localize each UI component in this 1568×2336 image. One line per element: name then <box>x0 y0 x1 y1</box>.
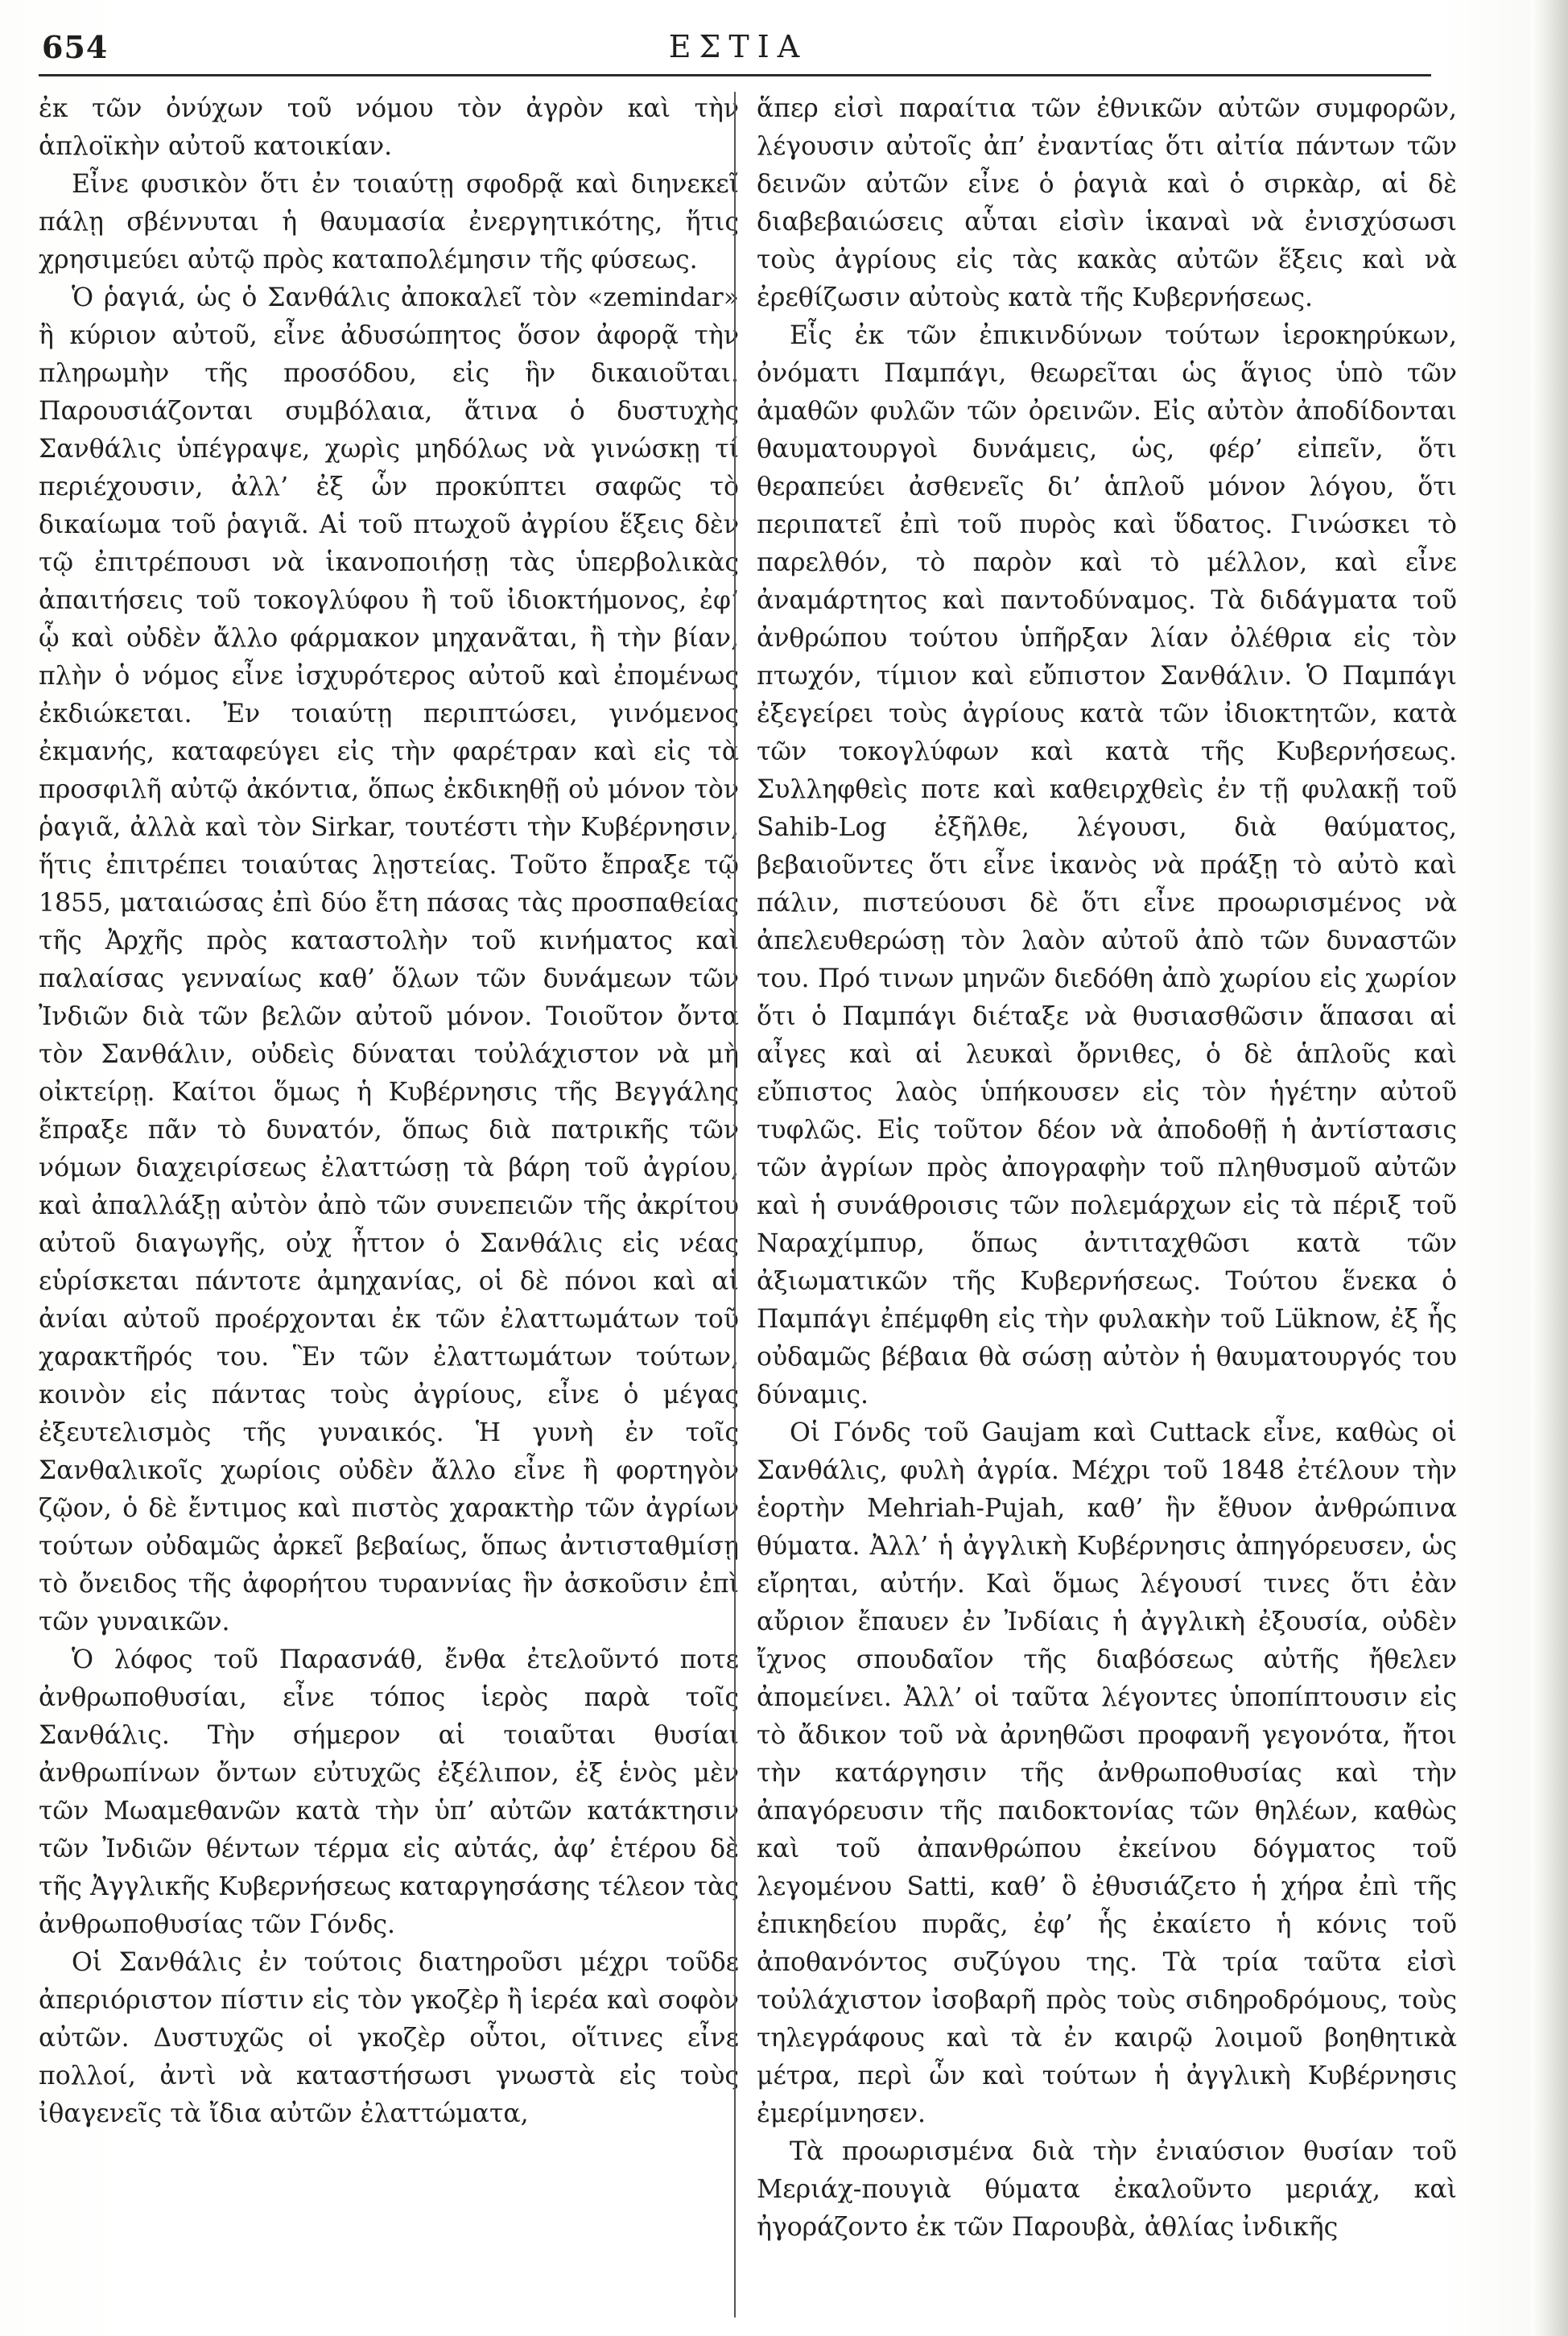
paragraph: Οἱ Γόνδς τοῦ Gaujam καὶ Cuttack εἶνε, καθὼς οἱ Σανθάλις, φυλὴ ἀγρία. Μέχρι τοῦ 1848 ἐτέλουν τὴν ἑορτὴν Mehriah-Pujah, καθ’ ἣν ἔθυον ἀνθρώπινα θύματα. Ἀλλ’ ἡ ἀγγλικὴ Κυβέρνησις ἀπηγόρευσεν, ὡς εἴρηται, αὐτήν. Καὶ ὅμως λέγουσί τινες ὅτι ἐὰν αὔριον ἔπαυεν ἐν Ἰνδίαις ἡ ἀγγλικὴ ἐξουσία, οὐδὲν ἴχνος σπουδαῖον τῆς διαβόσεως αὐτῆς ἤθελεν ἀπομείνει. Ἀλλ’ οἱ ταῦτα λέγοντες ὑποπίπτουσιν εἰς τὸ ἄδικον τοῦ νὰ ἀρνηθῶσι προφανῆ γεγονότα, ἤτοι τὴν κατάργησιν τῆς ἀνθρωποθυσίας καὶ τὴν ἀπαγόρευσιν τῆς παιδοκτονίας τῶν θηλέων, καθὼς καὶ τοῦ ἀπανθρώπου ἐκείνου δόγματος τοῦ λεγομένου Satti, καθ’ ὃ ἐθυσιάζετο ἡ χήρα ἐπὶ τῆς ἐπικηδείου πυρᾶς, ἐφ’ ἧς ἐκαίετο ἡ κόνις τοῦ ἀποθανόντος συζύγου της. Τὰ τρία ταῦτα εἰσὶ τοὐλάχιστον ἰσοβαρῆ πρὸς τοὺς σιδηροδρόμους, τοὺς τηλεγράφους καὶ τὰ ἐν καιρῷ λοιμοῦ βοηθητικὰ μέτρα, περὶ ὧν καὶ τούτων ἡ ἀγγλικὴ Κυβέρνησις ἐμερίμνησεν. <box>757 1418 1457 2128</box>
paragraph: Τὰ προωρισμένα διὰ τὴν ἐνιαύσιον θυσίαν τοῦ Μεριάχ-πουγιὰ θύματα ἐκαλοῦντο μεριάχ, καὶ ἠγοράζοντο ἐκ τῶν Παρουβὰ, ἀθλίας ἰνδικῆς <box>757 2137 1457 2242</box>
header-rule <box>39 74 1431 76</box>
paragraph: Εἷς ἐκ τῶν ἐπικινδύνων τούτων ἱεροκηρύκων, ὀνόματι Παμπάγι, θεωρεῖται ὡς ἅγιος ὑπὸ τῶν ἀμαθῶν φυλῶν τῶν ὀρεινῶν. Εἰς αὐτὸν ἀποδίδονται θαυματουργοὶ δυνάμεις, ὡς, φέρ’ εἰπεῖν, ὅτι θεραπεύει ἀσθενεῖς δι’ ἁπλοῦ μόνον λόγου, ὅτι περιπατεῖ ἐπὶ τοῦ πυρὸς καὶ ὕδατος. Γινώσκει τὸ παρελθόν, τὸ παρὸν καὶ τὸ μέλλον, καὶ εἶνε ἀναμάρτητος καὶ παντοδύναμος. Τὰ διδάγματα τοῦ ἀνθρώπου τούτου ὑπῆρξαν λίαν ὀλέθρια εἰς τὸν πτωχόν, τίμιον καὶ εὔπιστον Σανθάλιν. Ὁ Παμπάγι ἐξεγείρει τοὺς ἀγρίους κατὰ τῶν ἰδιοκτητῶν, κατὰ τῶν τοκογλύφων καὶ κατὰ τῆς Κυβερνήσεως. Συλληφθεὶς ποτε καὶ καθειρχθεὶς ἐν τῇ φυλακῇ τοῦ Sahib-Log ἐξῆλθε, λέγουσι, διὰ θαύματος, βεβαιοῦντες ὅτι εἶνε ἱκανὸς νὰ πράξῃ τὸ αὐτὸ καὶ πάλιν, πιστεύουσι δὲ ὅτι εἶνε προωρισμένος νὰ ἀπελευθερώσῃ τὸν λαὸν αὐτοῦ ἀπὸ τῶν δυναστῶν του. Πρό τινων μηνῶν διεδόθη ἀπὸ χωρίου εἰς χωρίον ὅτι ὁ Παμπάγι διέταξε νὰ θυσιασθῶσιν ἅπασαι αἱ αἶγες καὶ αἱ λευκαὶ ὄρνιθες, ὁ δὲ ἁπλοῦς καὶ εὔπιστος λαὸς ὑπήκουσεν εἰς τὸν ἡγέτην αὐτοῦ τυφλῶς. Εἰς τοῦτον δέον νὰ ἀποδοθῇ ἡ ἀντίστασις τῶν ἀγρίων πρὸς ἀπογραφὴν τοῦ πληθυσμοῦ αὐτῶν καὶ ἡ συνάθροισις τῶν πολεμάρχων εἰς τὰ πέριξ τοῦ Ναραχίμπυρ, ὅπως ἀντιταχθῶσι κατὰ τῶν ἀξιωματικῶν τῆς Κυβερνήσεως. Τούτου ἕνεκα ὁ Παμπάγι ἐπέμφθη εἰς τὴν φυλακὴν τοῦ Lüknow, ἐξ ἧς οὐδαμῶς βέβαια θὰ σώσῃ αὐτὸν ἡ θαυματουργός του δύναμις. <box>757 321 1457 1409</box>
running-head: ΕΣΤΙΑ <box>668 29 808 64</box>
page-edge-shadow <box>1531 0 1568 2336</box>
right-column <box>757 90 1457 2247</box>
paragraph: ἅπερ εἰσὶ παραίτια τῶν ἐθνικῶν αὐτῶν συμφορῶν, λέγουσιν αὐτοῖς ἀπ’ ἐναντίας ὅτι αἰτία πάντων τῶν δεινῶν αὐτῶν εἶνε ὁ ῥαγιὰ καὶ ὁ σιρκὰρ, αἱ δὲ διαβεβαιώσεις αὗται εἰσὶν ἱκαναὶ νὰ ἐνισχύσωσι τοὺς ἀγρίους εἰς τὰς κακὰς αὐτῶν ἕξεις καὶ νὰ ἐρεθίζωσιν αὐτοὺς κατὰ τῆς Κυβερνήσεως. <box>757 94 1457 312</box>
paragraph: Οἱ Σανθάλις ἐν τούτοις διατηροῦσι μέχρι τοῦδε ἀπεριόριστον πίστιν εἰς τὸν γκοζὲρ ἢ ἱερέα καὶ σοφὸν αὐτῶν. Δυστυχῶς οἱ γκοζὲρ οὗτοι, οἵτινες εἶνε πολλοί, ἀντὶ νὰ καταστήσωσι γνωστὰ εἰς τοὺς ἰθαγενεῖς τὰ ἴδια αὐτῶν ἐλαττώματα, <box>39 1948 739 2128</box>
page-header <box>42 29 1434 77</box>
page-number: 654 <box>42 29 109 65</box>
left-column <box>39 90 739 2133</box>
paragraph: Ὁ ῥαγιά, ὡς ὁ Σανθάλις ἀποκαλεῖ τὸν «zemindar» ἢ κύριον αὐτοῦ, εἶνε ἀδυσώπητος ὅσον ἀφορᾷ τὴν πληρωμὴν τῆς προσόδου, εἰς ἣν δικαιοῦται. Παρουσιάζονται συμβόλαια, ἅτινα ὁ δυστυχὴς Σανθάλις ὑπέγραψε, χωρὶς μηδόλως νὰ γινώσκῃ τί περιέχουσιν, ἀλλ’ ἐξ ὧν προκύπτει σαφῶς τὸ δικαίωμα τοῦ ῥαγιᾶ. Αἱ τοῦ πτωχοῦ ἀγρίου ἕξεις δὲν τῷ ἐπιτρέπουσι νὰ ἱκανοποιήσῃ τὰς ὑπερβολικὰς ἀπαιτήσεις τοῦ τοκογλύφου ἢ τοῦ ἰδιοκτήμονος, ἐφ’ ᾧ καὶ οὐδὲν ἄλλο φάρμακον μηχανᾶται, ἢ τὴν βίαν, πλὴν ὁ νόμος εἶνε ἰσχυρότερος αὐτοῦ καὶ ἐπομένως ἐκδιώκεται. Ἐν τοιαύτῃ περιπτώσει, γινόμενος ἐκμανής, καταφεύγει εἰς τὴν φαρέτραν καὶ εἰς τὰ προσφιλῆ αὐτῷ ἀκόντια, ὅπως ἐκδικηθῇ οὐ μόνον τὸν ῥαγιᾶ, ἀλλὰ καὶ τὸν Sirkar, τουτέστι τὴν Κυβέρνησιν, ἥτις ἐπιτρέπει τοιαύτας λῃστείας. Τοῦτο ἔπραξε τῷ 1855, ματαιώσας ἐπὶ δύο ἔτη πάσας τὰς προσπαθείας τῆς Ἀρχῆς πρὸς καταστολὴν τοῦ κινήματος καὶ παλαίσας γενναίως καθ’ ὅλων τῶν δυνάμεων τῶν Ἰνδιῶν διὰ τῶν βελῶν αὐτοῦ μόνον. Τοιοῦτον ὄντα τὸν Σανθάλιν, οὐδεὶς δύναται τοὐλάχιστον νὰ μὴ οἰκτείρῃ. Καίτοι ὅμως ἡ Κυβέρνησις τῆς Βεγγάλης ἔπραξε πᾶν τὸ δυνατόν, ὅπως διὰ πατρικῆς τῶν νόμων διαχειρίσεως ἐλαττώσῃ τὰ βάρη τοῦ ἀγρίου, καὶ ἀπαλλάξῃ αὐτὸν ἀπὸ τῶν συνεπειῶν τῆς ἀκρίτου αὐτοῦ διαγωγῆς, οὐχ ἧττον ὁ Σανθάλις εἰς νέας εὑρίσκεται πάντοτε ἀμηχανίας, οἱ δὲ πόνοι καὶ αἱ ἀνίαι αὐτοῦ προέρχονται ἐκ τῶν ἐλαττωμάτων τοῦ χαρακτῆρός του. Ἓν τῶν ἐλαττωμάτων τούτων, κοινὸν εἰς πάντας τοὺς ἀγρίους, εἶνε ὁ μέγας ἐξευτελισμὸς τῆς γυναικός. Ἡ γυνὴ ἐν τοῖς Σανθαλικοῖς χωρίοις οὐδὲν ἄλλο εἶνε ἢ φορτηγὸν ζῷον, ὁ δὲ ἔντιμος καὶ πιστὸς χαρακτὴρ τῶν ἀγρίων τούτων οὐδαμῶς ἀρκεῖ βεβαίως, ὅπως ἀντισταθμίσῃ τὸ ὄνειδος τῆς ἀφορήτου τυραννίας ἣν ἀσκοῦσιν ἐπὶ τῶν γυναικῶν. <box>39 283 739 1636</box>
column-divider <box>734 92 736 2317</box>
paragraph: ἐκ τῶν ὀνύχων τοῦ νόμου τὸν ἀγρὸν καὶ τὴν ἁπλοϊκὴν αὐτοῦ κατοικίαν. <box>39 94 739 161</box>
paragraph: Εἶνε φυσικὸν ὅτι ἐν τοιαύτῃ σφοδρᾷ καὶ διηνεκεῖ πάλῃ σβέννυται ἡ θαυμασία ἐνεργητικότης, ἥτις χρησιμεύει αὐτῷ πρὸς καταπολέμησιν τῆς φύσεως. <box>39 170 739 274</box>
paragraph: Ὁ λόφος τοῦ Παρασνάθ, ἔνθα ἐτελοῦντό ποτε ἀνθρωποθυσίαι, εἶνε τόπος ἱερὸς παρὰ τοῖς Σανθάλις. Τὴν σήμερον αἱ τοιαῦται θυσίαι ἀνθρωπίνων ὄντων εὐτυχῶς ἐξέλιπον, ἐξ ἑνὸς μὲν τῶν Μωαμεθανῶν κατὰ τὴν ὑπ’ αὐτῶν κατάκτησιν τῶν Ἰνδιῶν θέντων τέρμα εἰς αὐτάς, ἀφ’ ἑτέρου δὲ τῆς Ἀγγλικῆς Κυβερνήσεως καταργησάσης τέλεον τὰς ἀνθρωποθυσίας τῶν Γόνδς. <box>39 1645 739 1939</box>
